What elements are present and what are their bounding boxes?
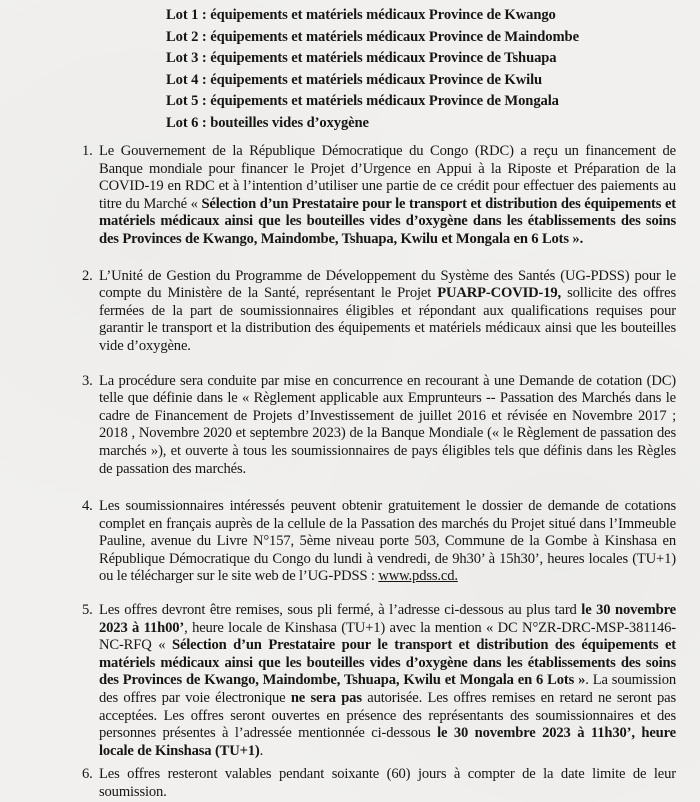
clause-number: 2. <box>82 267 93 284</box>
lot-item: Lot 1 : équipements et matériels médicaux Province de Kwango <box>166 7 556 23</box>
lot-item: Lot 2 : équipements et matériels médicaux Province de Maindombe <box>166 28 579 45</box>
clause-text: Le Gouvernement de la République Démocratique du Congo (RDC) a reçu un financement de Banque mondiale pour financer le Projet d’Urgence en Appui à la Riposte et Préparation de la COVID-19 en RDC et à l’intention d’utiliser une partie de ce crédit pour effectuer des paiements au titre du Marché « <box>99 143 676 212</box>
clause-text: Les offres devront être remises, sous pli fermé, à l’adresse ci-dessous au plus tard <box>99 602 582 619</box>
clause-number: 5. <box>82 602 93 619</box>
clause-item <box>82 268 676 356</box>
project-name: PUARP-COVID-19, <box>437 285 562 302</box>
lot-item: Lot 5 : équipements et matériels médicaux Province de Mongala <box>166 93 559 110</box>
clause-text: sollicite des offres fermées de la part de soumissionnaires éligibles et répondant aux qualifications requises pour garantir le transport et la distribution des équipements et matériels médicaux ainsi que les bouteilles vide d’oxygène. <box>99 285 676 354</box>
clause-item <box>82 373 676 479</box>
clause-item <box>82 602 676 760</box>
clause-item <box>82 143 676 249</box>
clause-number: 3. <box>82 372 93 389</box>
clause-text: , heure locale de Kinshasa (TU+1) avec la mention « DC N°ZR-DRC-MSP-381146-NC-RFQ « <box>99 619 676 654</box>
website-link[interactable]: www.pdss.cd. <box>378 568 458 585</box>
clause-text: . <box>259 742 264 759</box>
clause-text: La procédure sera conduite par mise en concurrence en recourant à une Demande de cotation (DC) telle que définie dans le « Règlement applicable aux Emprunteurs -- Passation des Marchés dans le cadre de Financement de Projets d’Investissement de juillet 2016 et révisée en Novembre 2017 ; 2018 , Novembre 2020 et septembre 2023) de la Banque Mondiale (« le Règlement de passation des marchés »), et ouverte à tous les soumissionnaires de pays éligibles tels que définis dans les Règles de passation des marchés. <box>99 372 676 477</box>
clause-number: 4. <box>82 498 93 515</box>
clause-bold-text: Sélection d’un Prestataire pour le transport et distribution des équipements et matériels médicaux ainsi que les bouteilles vides d’oxygène dans les établissements des soins des Provinces de Kwango, Maindombe, Tshuapa, Kwilu et Mongala en 6 Lots » <box>99 637 676 689</box>
clause-number: 1. <box>82 143 93 159</box>
clause-text: Les soumissionnaires intéressés peuvent obtenir gratuitement le dossier de demande de cotations complet en français auprès de la cellule de la Passation des marchés du Projet situé dans l’Immeuble Pauline, avenue du Livre N°157, 5ème niveau porte 503, Commune de la Gombe à Kinshasa en République Démocratique du Congo du lundi à vendredi, de 9h30’ à 15h30’, heures locales (TU+1) ou le télécharger sur le site web de l’UG-PDSS : <box>99 498 676 585</box>
clause-item <box>82 498 676 586</box>
lot-item: Lot 4 : équipements et matériels médicaux Province de Kwilu <box>166 71 543 88</box>
clause-bold-text: ne sera pas <box>290 690 362 707</box>
submission-deadline: le 30 novembre 2023 à 11h00’ <box>99 602 676 636</box>
clause-text: autorisée. Les offres remises en retard ne seront pas acceptées. Les offres seront ouvertes en présence des représentants des soumissionnaires et des personnes présentes à l’adressée mentionnée ci-dessous <box>99 690 677 742</box>
lots-list <box>166 5 579 135</box>
lot-item: Lot 3 : équipements et matériels médicaux Province de Tshuapa <box>166 50 557 67</box>
clause-item <box>82 766 676 801</box>
opening-date: le 30 novembre 2023 à 11h30’, heure locale de Kinshasa (TU+1) <box>99 725 676 759</box>
clause-text: Les offres resteront valables pendant soixante (60) jours à compter de la date limite de leur soumission. <box>99 766 676 800</box>
lot-item: Lot 6 : bouteilles vides d’oxygène <box>166 114 369 131</box>
numbered-clauses <box>82 143 676 802</box>
clause-text: . La soumission des offres par voie électronique <box>99 672 676 707</box>
clause-number: 6. <box>82 766 93 783</box>
clause-bold-text: Sélection d’un Prestataire pour le transport et distribution des équipements et matériels médicaux ainsi que les bouteilles vides d’oxygène dans les établissements des soins des Provinces de Kwango, Maindombe, Tshuapa, Kwilu et Mongala en 6 Lots ». <box>99 195 676 247</box>
clause-text: L’Unité de Gestion du Programme de Développement du Système des Santés (UG-PDSS) pour le compte du Ministère de la Santé, représentant le Projet <box>99 267 676 302</box>
